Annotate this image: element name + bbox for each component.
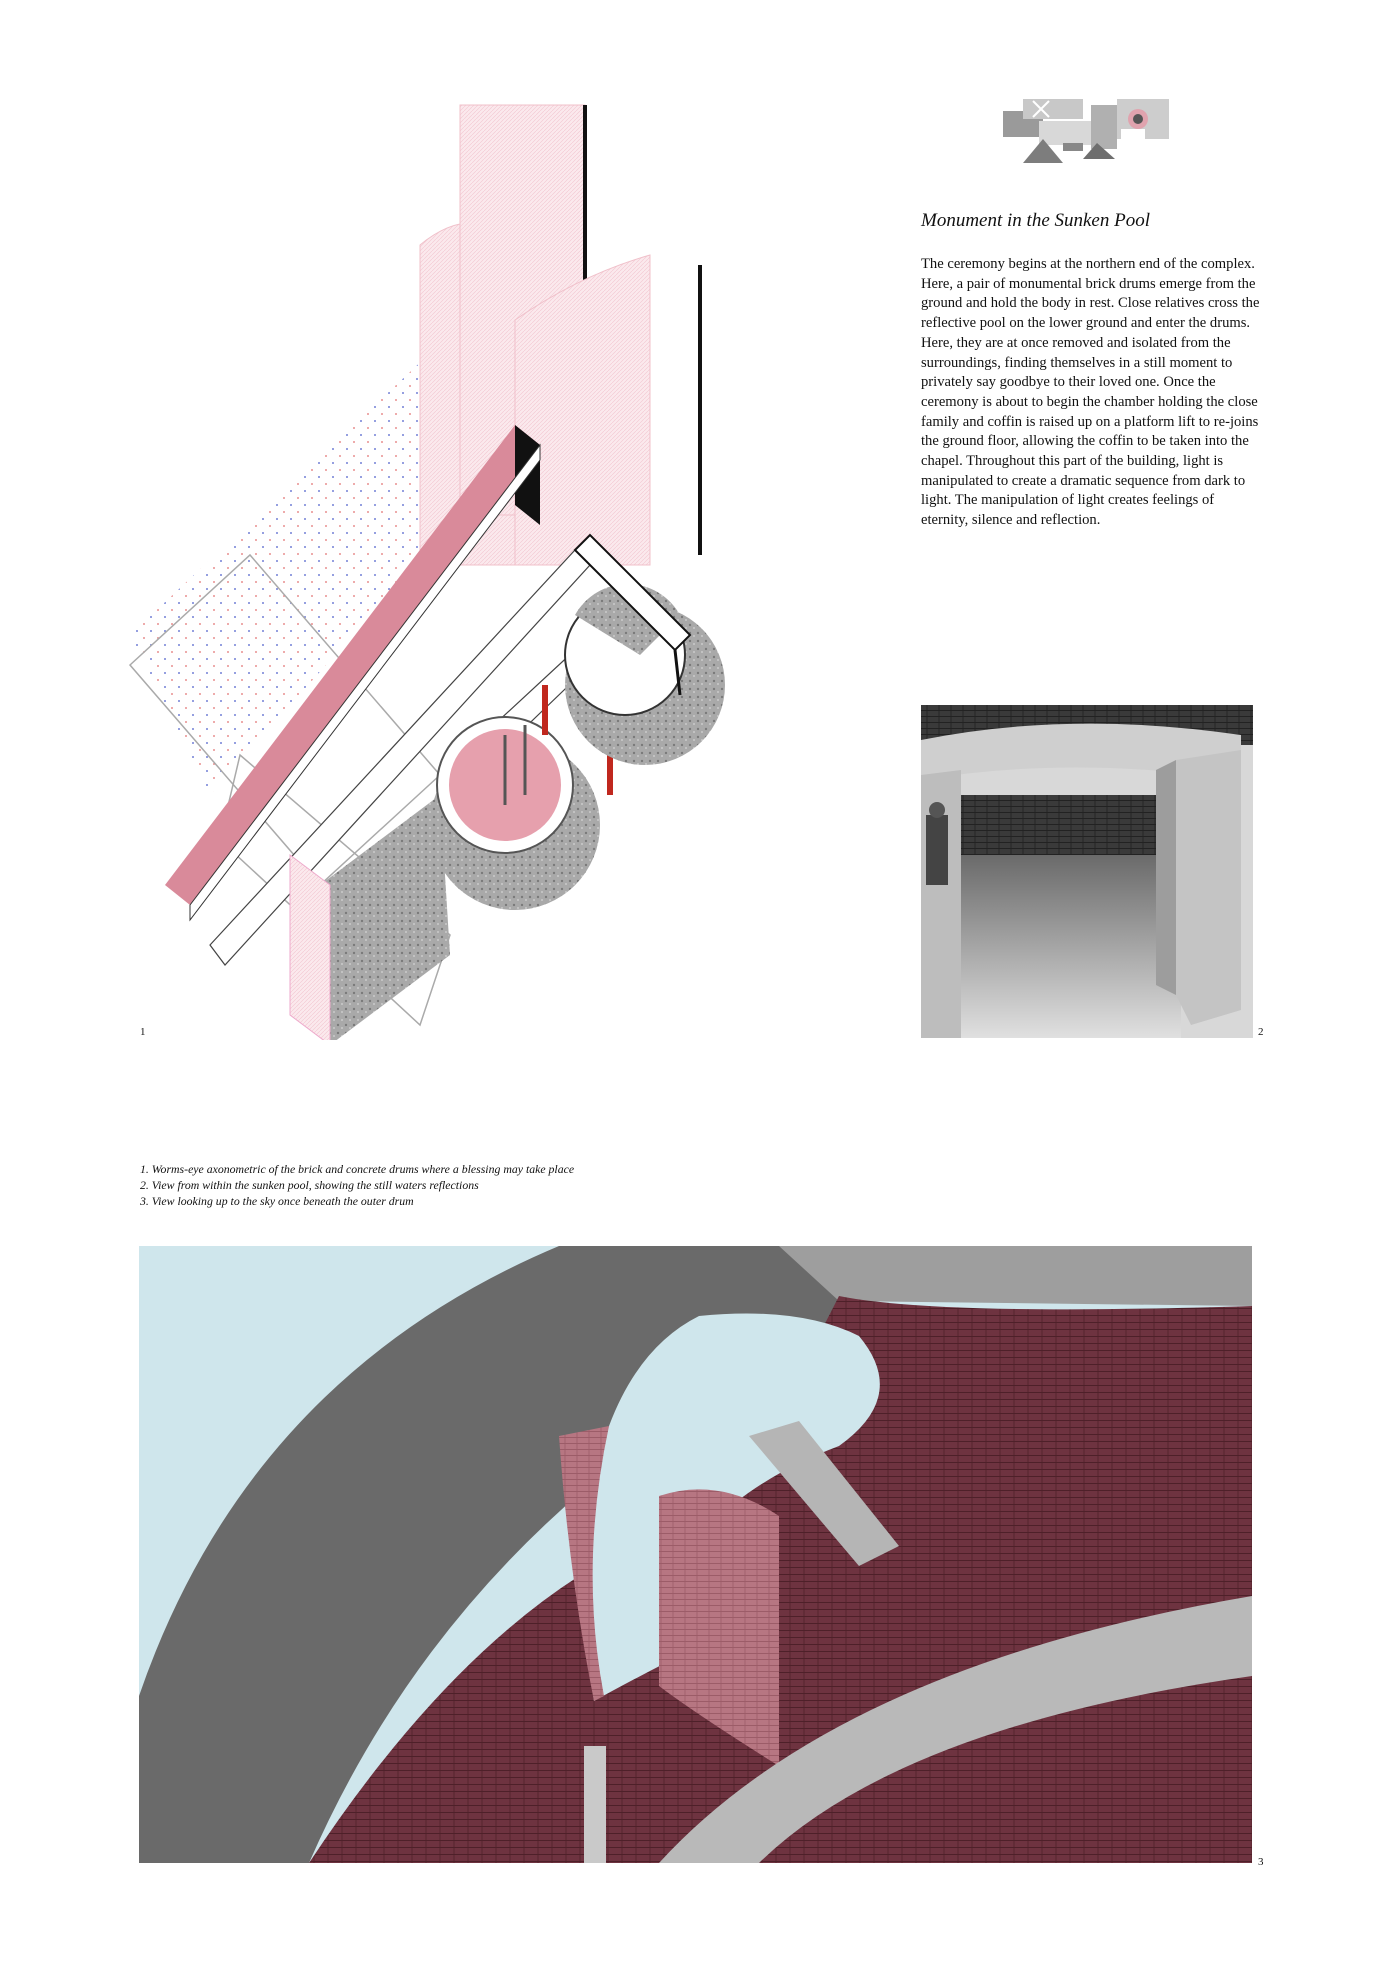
key-plan-diagram [1003,99,1169,163]
sky-view-image [139,1246,1252,1863]
figure-number-2: 2 [1258,1026,1264,1038]
sunken-pool-view-image [921,705,1253,1038]
figure-captions [140,1161,840,1209]
figure-number-1: 1 [140,1026,146,1038]
caption-3: 3. View looking up to the sky once beneath the outer drum [140,1194,414,1208]
page-title: Monument in the Sunken Pool [921,210,1151,231]
body-paragraph: The ceremony begins at the northern end of the complex. Here, a pair of monumental brick drums emerge from the ground and hold the body in rest. Close relatives cross the reflective pool on the lower ground and enter the drums. Here, they are at once removed and isolated from the surroundings, finding themselves in a still moment to privately say goodbye to their loved one. Once the ceremony is about to begin the chamber holding the close family and coffin is raised up on a platform lift to re-joins the ground floor, allowing the coffin to be taken into the chapel. Throughout this part of the building, light is manipulated to create a dramatic sequence from dark to light. The manipulation of light creates feelings of eternity, silence and reflection. [921,256,1260,529]
caption-1: 1. Worms-eye axonometric of the brick and concrete drums where a blessing may take place [140,1162,575,1176]
axonometric-drawing [120,95,780,1040]
caption-2: 2. View from within the sunken pool, showing the still waters reflections [140,1178,479,1192]
figure-number-3: 3 [1258,1856,1264,1868]
